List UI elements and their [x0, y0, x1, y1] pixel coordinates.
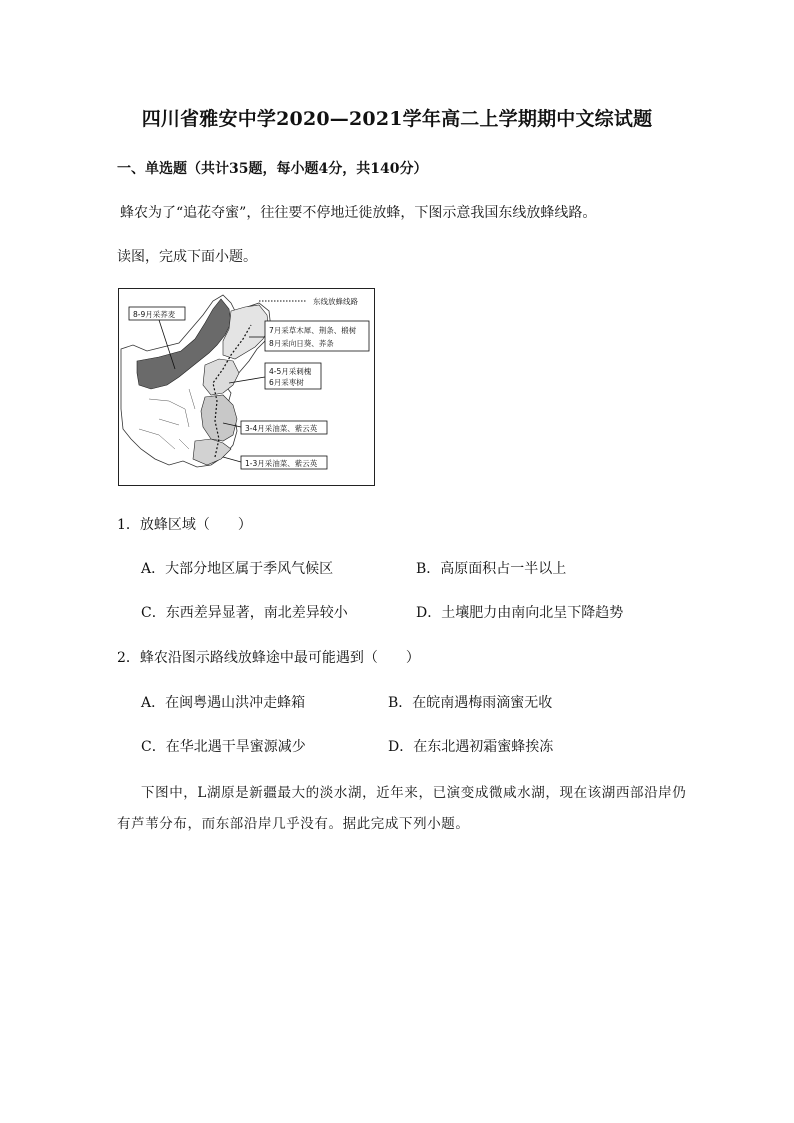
label-august: 8月采向日葵、荞条: [269, 339, 334, 348]
north-china-region: [203, 359, 239, 395]
page-title: 四川省雅安中学2020—2021学年高二上学期期中文综试题: [141, 108, 653, 130]
question-2-option-a: A．在闽粤遇山洪冲走蜂箱: [141, 695, 306, 711]
label-april: 4-5月采刺槐: [269, 367, 312, 376]
question-2-option-b: B．在皖南遇梅雨滴蜜无收: [388, 695, 553, 711]
label-buckwheat: 8-9月采荞麦: [133, 310, 176, 319]
passage-line-2: 有芦苇分布，而东部沿岸几乎没有。据此完成下列小题。: [117, 816, 470, 832]
section-heading: 一、单选题（共计35题，每小题4分，共140分）: [117, 161, 428, 177]
question-1-option-a: A．大部分地区属于季风气候区: [141, 561, 334, 577]
question-1-option-d: D．土壤肥力由南向北呈下降趋势: [416, 605, 624, 621]
label-june: 6月采枣树: [269, 378, 304, 387]
beekeeping-route-map: [118, 288, 375, 486]
label-january: 1-3月采油菜、紫云英: [245, 459, 318, 468]
question-1-stem: 1．放蜂区域（ ）: [117, 517, 252, 533]
intro-text: 蜂农为了“追花夺蜜”，往往要不停地迁徙放蜂，下图示意我国东线放蜂线路。: [120, 205, 597, 221]
question-1-option-b: B．高原面积占一半以上: [416, 561, 567, 577]
label-march: 3-4月采油菜、紫云英: [245, 424, 318, 433]
intro-instruction: 读图，完成下面小题。: [117, 249, 257, 265]
label-july: 7月采草木犀、荆条、椴树: [269, 326, 357, 335]
passage-line-1: 下图中，L湖原是新疆最大的淡水湖，近年来，已演变成微咸水湖，现在该湖西部沿岸仍: [141, 785, 687, 801]
question-1-option-c: C．东西差异显著，南北差异较小: [141, 605, 348, 621]
legend-label: 东线放蜂线路: [313, 297, 358, 306]
question-2-option-d: D．在东北遇初霜蜜蜂挨冻: [388, 739, 554, 755]
question-2-stem: 2．蜂农沿图示路线放蜂途中最可能遇到（ ）: [117, 650, 420, 666]
question-2-option-c: C．在华北遇干旱蜜源减少: [141, 739, 306, 755]
map-drawing: [119, 289, 374, 485]
